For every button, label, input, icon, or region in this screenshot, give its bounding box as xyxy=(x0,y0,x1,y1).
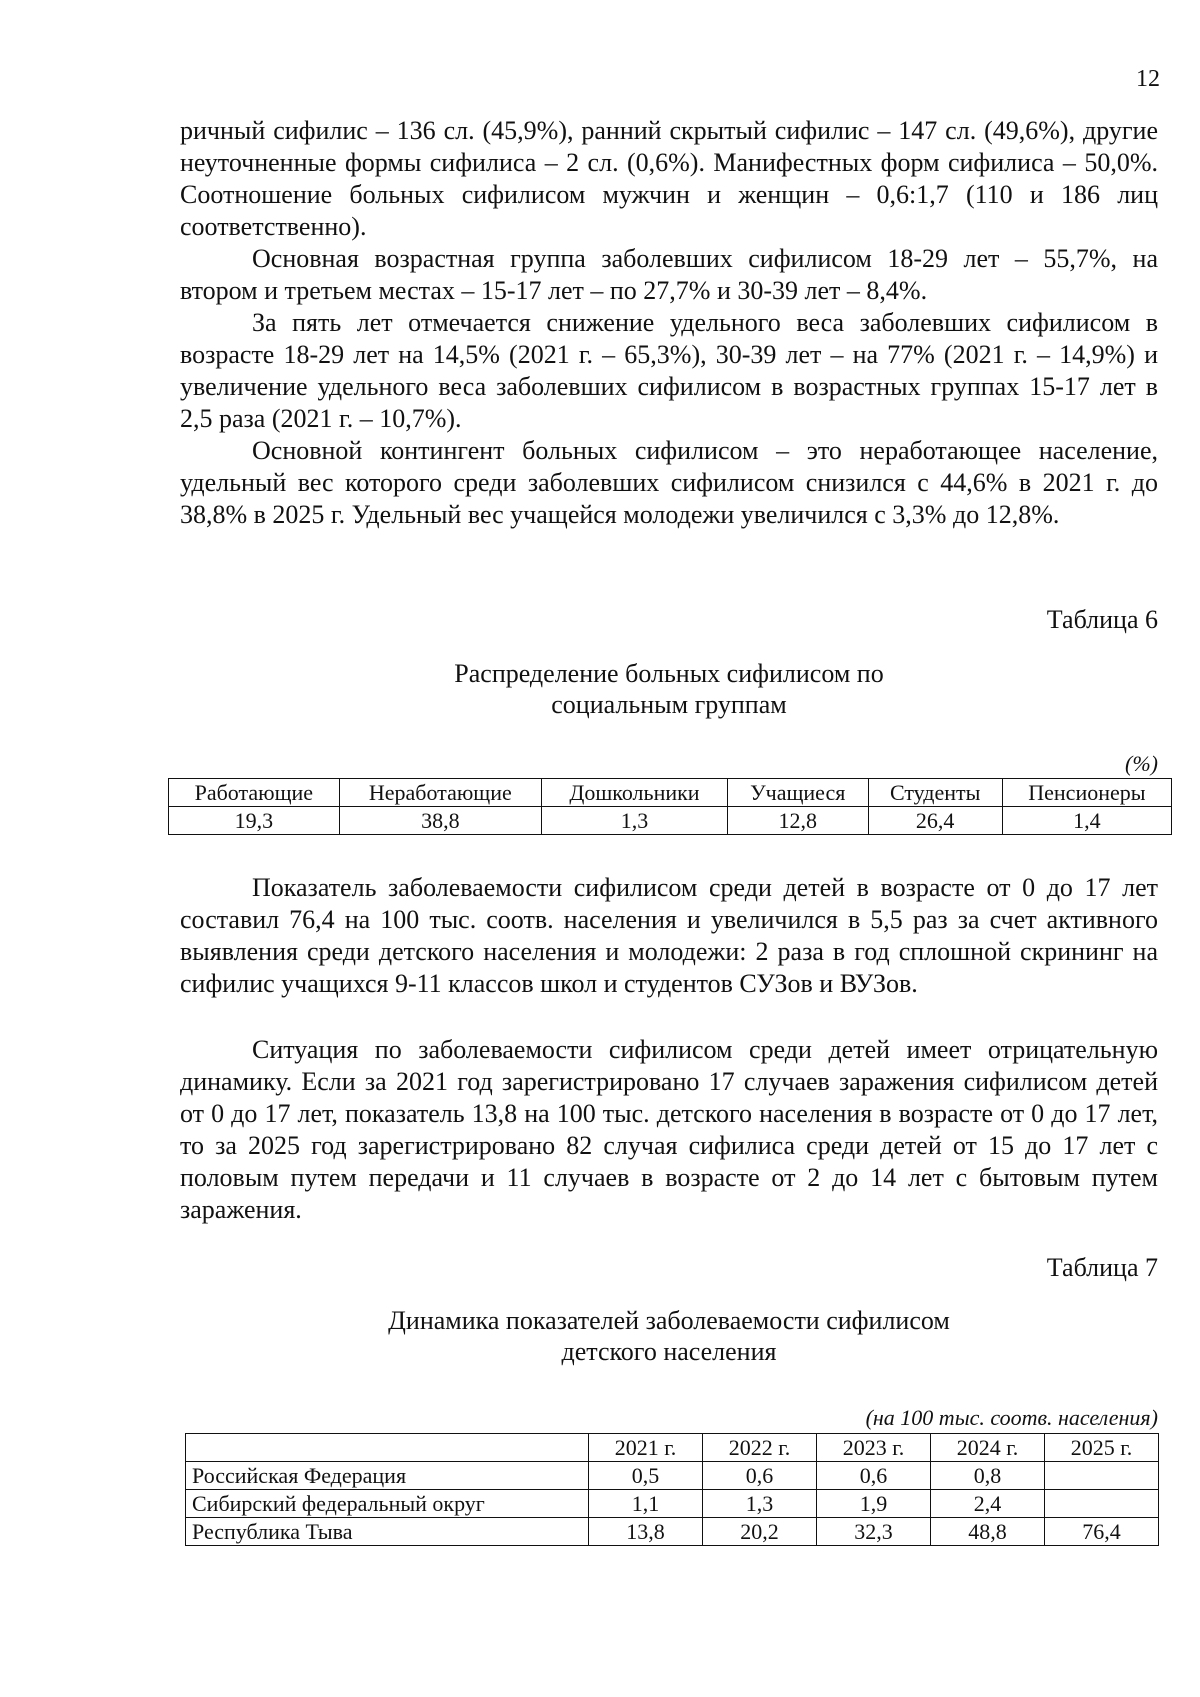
value-cell: 48,8 xyxy=(931,1518,1045,1546)
value-cell: 0,6 xyxy=(703,1462,817,1490)
value-cell: 1,1 xyxy=(589,1490,703,1518)
paragraph-3: За пять лет отмечается снижение удельного веса заболевших сифилисом в возрасте 18-29 лет на 14,5% (2021 г. – 65,3%), 30-39 лет – на 77% (2021 г. – 14,9%) и увеличение удельного веса заболевших сифилисом в возрастных группах 15-17 лет в 2,5 раза (2021 г. – 10,7%). xyxy=(180,308,1158,433)
child-syphilis-dynamics-table xyxy=(185,1433,1159,1546)
value-cell: 0,5 xyxy=(589,1462,703,1490)
value-cell: 76,4 xyxy=(1045,1518,1159,1546)
header-cell: Пенсионеры xyxy=(1002,779,1171,807)
corner-cell xyxy=(186,1434,589,1462)
year-header-cell: 2024 г. xyxy=(931,1434,1045,1462)
paragraph-6: Ситуация по заболеваемости сифилисом среди детей имеет отрицательную динамику. Если за 2021 год зарегистрировано 17 случаев заражения сифилисом детей от 0 до 17 лет, показатель 13,8 на 100 тыс. детского населения в возрасте от 0 до 17 лет, то за 2025 год зарегистрировано 82 случая сифилиса среди детей от 15 до 17 лет с половым путем передачи и 11 случаев в возрасте от 2 до 14 лет с бытовым путем заражения. xyxy=(180,1035,1158,1224)
table-row xyxy=(186,1462,1159,1490)
value-cell: 0,6 xyxy=(817,1462,931,1490)
value-cell: 1,9 xyxy=(817,1490,931,1518)
value-cell: 13,8 xyxy=(589,1518,703,1546)
paragraph-4: Основной контингент больных сифилисом – это неработающее население, удельный вес которого среди заболевших сифилисом снизился с 44,6% в 2021 г. до 38,8% в 2025 г. Удельный вес учащейся молодежи увеличился с 3,3% до 12,8%. xyxy=(180,436,1158,529)
value-cell: 20,2 xyxy=(703,1518,817,1546)
table-7-title xyxy=(180,1305,1158,1367)
year-header-cell: 2022 г. xyxy=(703,1434,817,1462)
paragraph-2: Основная возрастная группа заболевших сифилисом 18-29 лет – 55,7%, на втором и третьем местах – 15-17 лет – по 27,7% и 30-39 лет – 8,4%. xyxy=(180,244,1158,305)
paragraph-5: Показатель заболеваемости сифилисом среди детей в возрасте от 0 до 17 лет составил 76,4 на 100 тыс. соотв. населения и увеличился в 5,5 раз за счет активного выявления среди детского населения и молодежи: 2 раза в год сплошной скрининг на сифилис учащихся 9-11 классов школ и студентов СУЗов и ВУЗов. xyxy=(180,873,1158,998)
row-label: Республика Тыва xyxy=(186,1518,589,1546)
value-cell: 1,3 xyxy=(703,1490,817,1518)
value-cell: 1,3 xyxy=(541,807,727,835)
table-6-title xyxy=(180,658,1158,720)
page-number: 12 xyxy=(1136,66,1160,92)
table-header-row xyxy=(169,779,1172,807)
value-cell: 19,3 xyxy=(169,807,340,835)
year-header-cell: 2025 г. xyxy=(1045,1434,1159,1462)
table-7-caption: Таблица 7 xyxy=(1046,1253,1158,1282)
value-cell: 0,8 xyxy=(931,1462,1045,1490)
table-row xyxy=(186,1518,1159,1546)
table-7-unit-note: (на 100 тыс. соотв. населения) xyxy=(865,1405,1158,1430)
value-cell: 1,4 xyxy=(1002,807,1171,835)
header-cell: Неработающие xyxy=(339,779,541,807)
table-7-title-line-2: детского населения xyxy=(561,1337,777,1366)
header-cell: Работающие xyxy=(169,779,340,807)
table-6-unit-note: (%) xyxy=(1125,751,1158,776)
value-cell: 32,3 xyxy=(817,1518,931,1546)
table-row xyxy=(169,807,1172,835)
value-cell: 38,8 xyxy=(339,807,541,835)
table-6-title-line-2: социальным группам xyxy=(551,690,787,719)
value-cell: 2,4 xyxy=(931,1490,1045,1518)
row-label: Сибирский федеральный округ xyxy=(186,1490,589,1518)
value-cell xyxy=(1045,1462,1159,1490)
value-cell xyxy=(1045,1490,1159,1518)
year-header-cell: 2021 г. xyxy=(589,1434,703,1462)
header-cell: Учащиеся xyxy=(727,779,868,807)
table-row xyxy=(186,1490,1159,1518)
header-cell: Дошкольники xyxy=(541,779,727,807)
paragraph-1: ричный сифилис – 136 сл. (45,9%), ранний скрытый сифилис – 147 сл. (49,6%), другие неуточненные формы сифилиса – 2 сл. (0,6%). Манифестных форм сифилиса – 50,0%. Соотношение больных сифилисом мужчин и женщин – 0,6:1,7 (110 и 186 лиц соответственно). xyxy=(180,116,1158,241)
table-6-caption: Таблица 6 xyxy=(1046,605,1158,634)
table-7-title-line-1: Динамика показателей заболеваемости сифилисом xyxy=(388,1306,950,1335)
table-6-title-line-1: Распределение больных сифилисом по xyxy=(454,659,884,688)
year-header-cell: 2023 г. xyxy=(817,1434,931,1462)
value-cell: 26,4 xyxy=(868,807,1002,835)
header-cell: Студенты xyxy=(868,779,1002,807)
table-header-row xyxy=(186,1434,1159,1462)
row-label: Российская Федерация xyxy=(186,1462,589,1490)
value-cell: 12,8 xyxy=(727,807,868,835)
social-groups-table xyxy=(168,778,1172,835)
